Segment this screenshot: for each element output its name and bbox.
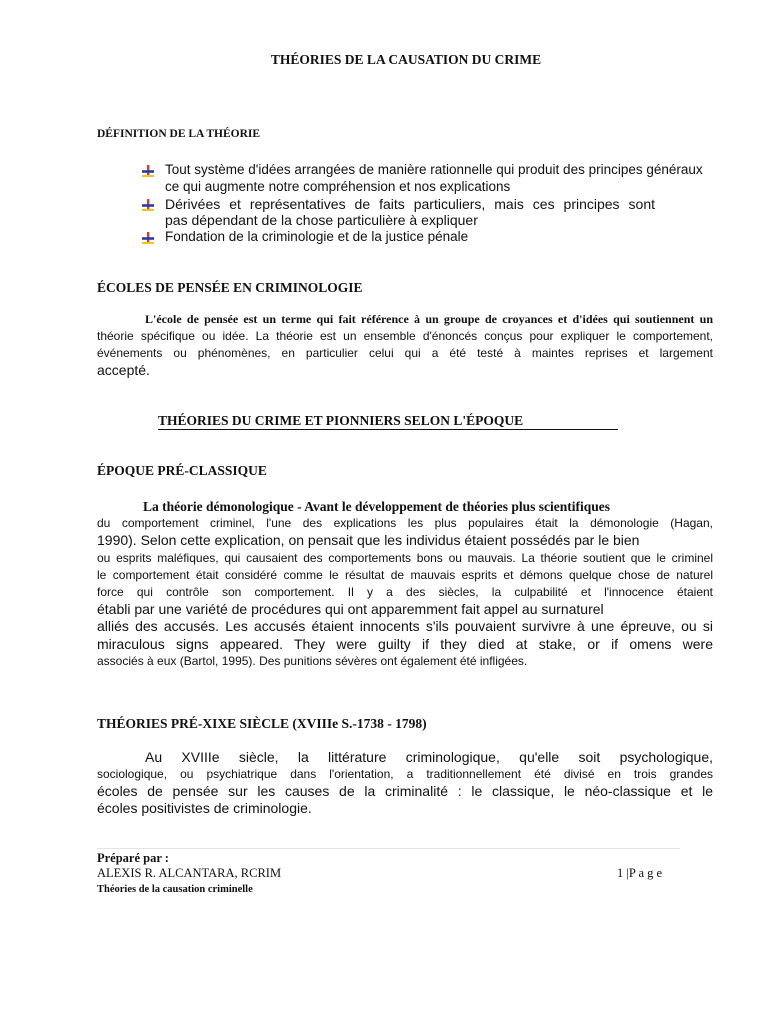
- list-item: [142, 229, 722, 246]
- prexixe-paragraph: [97, 749, 713, 817]
- ecoles-paragraph: [97, 311, 713, 379]
- paragraph-line: force qui contrôle son comportement. Il y a des siècles, la culpabilité et l'innocence étaient: [97, 585, 713, 600]
- paragraph-line: accepté.: [97, 362, 150, 379]
- paragraph-line: événements ou phénomènes, en particulier celui qui a été testé à maintes reprises et largement: [97, 346, 713, 361]
- paragraph-line: ou esprits maléfiques, qui causaient des comportements bons ou mauvais. La théorie soutient que le criminel: [97, 550, 713, 565]
- bullet-icon: [142, 232, 154, 244]
- paragraph-line: le comportement était considéré comme le résultat de mauvais esprits et démons quelque chose de naturel: [97, 567, 713, 582]
- paragraph-line: écoles positivistes de criminologie.: [97, 800, 312, 817]
- bullet-line: ce qui augmente notre compréhension et nos explications: [165, 178, 511, 194]
- preclassique-paragraph: [97, 498, 713, 670]
- page-label: |P a g e: [626, 866, 663, 880]
- ecoles-heading: ÉCOLES DE PENSÉE EN CRIMINOLOGIE: [97, 280, 363, 295]
- paragraph-line: du comportement criminel, l'une des explications les plus populaires était la démonologie (Hagan,: [97, 516, 713, 531]
- footer-divider: [97, 848, 680, 849]
- page-number: 1: [617, 866, 624, 880]
- paragraph-line: établi par une variété de procédures qui ont apparemment fait appel au surnaturel: [97, 601, 604, 618]
- paragraph-line: La théorie démonologique - Avant le développement de théories plus scientifiques: [143, 499, 610, 514]
- bullet-line: Fondation de la criminologie et de la justice pénale: [165, 229, 469, 245]
- footer-prepared-label: Préparé par :: [97, 851, 169, 865]
- preclassique-heading: ÉPOQUE PRÉ-CLASSIQUE: [97, 463, 267, 478]
- bullet-icon: [142, 165, 154, 177]
- theories-heading: [158, 413, 618, 430]
- paragraph-line: sociologique, ou psychiatrique dans l'orientation, a traditionnellement été divisé en trois grandes: [97, 767, 713, 782]
- paragraph-line: miraculous signs appeared. They were guilty if they died at stake, or if omens were: [97, 635, 713, 652]
- document-title: THÉORIES DE LA CAUSATION DU CRIME: [270, 52, 542, 67]
- bullet-line: pas dépendant de la chose particulière à expliquer: [165, 212, 478, 229]
- bullet-line: Dérivées et représentatives de faits particuliers, mais ces principes sont: [165, 195, 655, 212]
- theories-heading-text: THÉORIES DU CRIME ET PIONNIERS SELON L'ÉPOQUE: [158, 413, 524, 428]
- paragraph-line: écoles de pensée sur les causes de la criminalité : le classique, le néo-classique et le: [97, 783, 713, 800]
- definition-heading: DÉFINITION DE LA THÉORIE: [97, 128, 261, 140]
- footer-subtitle: Théories de la causation criminelle: [97, 884, 253, 895]
- footer-author: ALEXIS R. ALCANTARA, RCRIM: [97, 866, 282, 880]
- definition-bullet-list: [142, 162, 722, 246]
- paragraph-line: L'école de pensée est un terme qui fait référence à un groupe de croyances et d'idées qui soutiennent un: [145, 312, 713, 326]
- paragraph-line: Au XVIIIe siècle, la littérature criminologique, qu'elle soit psychologique,: [145, 749, 713, 765]
- list-item: [142, 162, 722, 196]
- list-item: [142, 196, 722, 230]
- paragraph-line: 1990). Selon cette explication, on pensait que les individus étaient possédés par le bien: [97, 532, 640, 549]
- paragraph-line: alliés des accusés. Les accusés étaient innocents s'ils pouvaient survivre à une épreuve, ou si: [97, 618, 713, 635]
- prexixe-heading: THÉORIES PRÉ-XIXE SIÈCLE (XVIIIe S.-1738 - 1798): [97, 716, 427, 731]
- paragraph-line: associés à eux (Bartol, 1995). Des punitions sévères ont également été infligées.: [97, 653, 528, 668]
- paragraph-line: théorie spécifique ou idée. La théorie est un ensemble d'énoncés conçus pour expliquer le comportement,: [97, 329, 713, 344]
- footer-page-indicator: [617, 866, 662, 881]
- bullet-line: Tout système d'idées arrangées de manière rationnelle qui produit des principes généraux: [165, 162, 703, 177]
- bullet-icon: [142, 199, 154, 211]
